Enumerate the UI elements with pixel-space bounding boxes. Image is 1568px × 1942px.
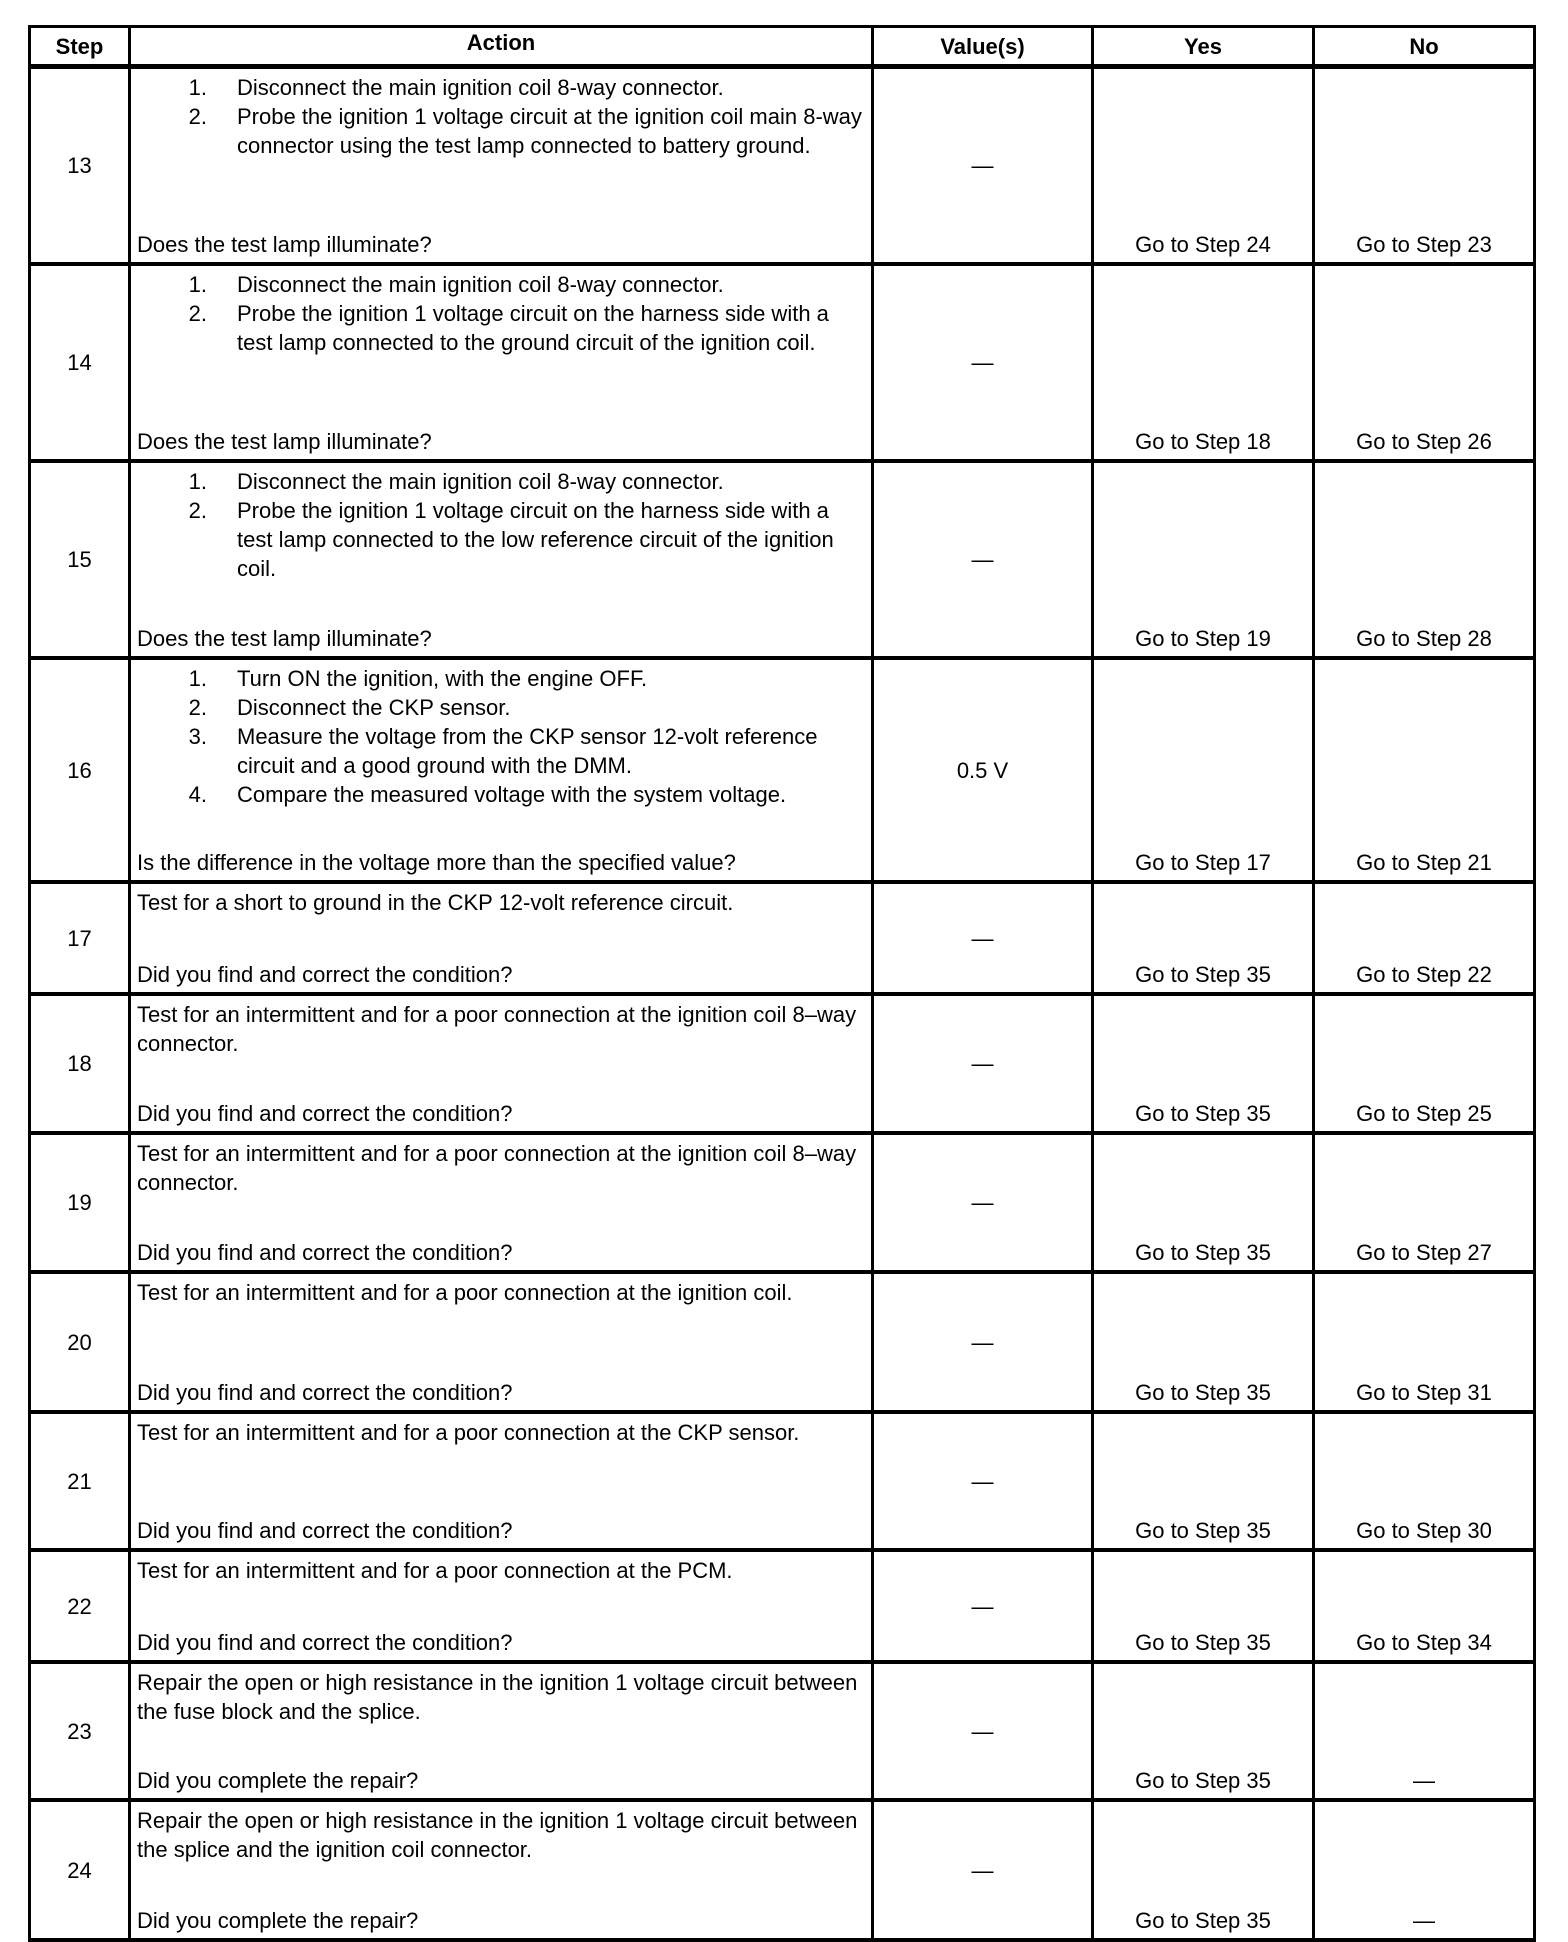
action-cell [130,1662,873,1800]
no-cell [1314,1272,1535,1412]
no-cell [1314,264,1535,461]
step-text: Disconnect the main ignition coil 8-way connector. [237,75,724,100]
no-cell [1314,1133,1535,1272]
no-cell [1314,882,1535,994]
action-question: Is the difference in the voltage more than the specified value? [137,850,736,875]
no-link: Go to Step 31 [1356,1380,1492,1405]
no-link: Go to Step 23 [1356,232,1492,257]
no-link: — [1413,1908,1435,1933]
no-link: Go to Step 21 [1356,850,1492,875]
no-link: Go to Step 25 [1356,1101,1492,1126]
step-text: Compare the measured voltage with the system voltage. [237,782,787,807]
action-cell [130,67,873,265]
action-text: Test for an intermittent and for a poor connection at the ignition coil. [137,1280,793,1305]
action-cell [130,882,873,994]
action-step [137,780,865,809]
step-number: 1. [188,469,207,494]
action-text: Test for an intermittent and for a poor connection at the ignition coil 8–way connector. [137,1002,857,1056]
table-row [30,1662,1535,1800]
header-action: Action [130,27,873,67]
step-number: 1. [188,272,207,297]
action-cell [130,994,873,1133]
value-cell: — [873,994,1093,1133]
yes-cell [1093,994,1314,1133]
action-text: Test for a short to ground in the CKP 12-volt reference circuit. [137,890,734,915]
step-cell: 17 [30,882,130,994]
action-text: Repair the open or high resistance in the ignition 1 voltage circuit between the fuse block and the splice. [137,1670,858,1724]
no-link: Go to Step 22 [1356,962,1492,987]
step-text: Turn ON the ignition, with the engine OFF. [237,666,648,691]
yes-cell [1093,67,1314,265]
yes-cell [1093,1412,1314,1550]
yes-link: Go to Step 35 [1135,1908,1271,1933]
yes-link: Go to Step 35 [1135,1240,1271,1265]
action-cell [130,264,873,461]
action-step [137,467,865,496]
step-cell: 16 [30,658,130,882]
no-cell [1314,1662,1535,1800]
yes-cell [1093,264,1314,461]
table-row [30,994,1535,1133]
action-cell [130,1550,873,1662]
action-steps [137,73,865,160]
step-cell: 23 [30,1662,130,1800]
action-steps [137,664,865,809]
value-cell: — [873,1412,1093,1550]
action-question: Did you complete the repair? [137,1768,419,1793]
action-cell [130,1800,873,1940]
action-steps [137,270,865,357]
action-cell [130,1272,873,1412]
action-text: Test for an intermittent and for a poor connection at the CKP sensor. [137,1420,800,1445]
action-steps [137,467,865,583]
yes-link: Go to Step 35 [1135,1630,1271,1655]
value-cell: 0.5 V [873,658,1093,882]
table-row [30,1133,1535,1272]
yes-link: Go to Step 17 [1135,850,1271,875]
table-row [30,1800,1535,1940]
yes-link: Go to Step 35 [1135,1768,1271,1793]
action-cell [130,658,873,882]
no-cell [1314,1412,1535,1550]
action-cell [130,1412,873,1550]
step-cell: 20 [30,1272,130,1412]
table-row [30,658,1535,882]
action-step [137,299,865,357]
step-text: Disconnect the main ignition coil 8-way connector. [237,469,724,494]
yes-cell [1093,461,1314,658]
yes-cell [1093,882,1314,994]
yes-link: Go to Step 35 [1135,962,1271,987]
header-step: Step [30,27,130,67]
action-question: Did you find and correct the condition? [137,1380,513,1405]
yes-link: Go to Step 19 [1135,626,1271,651]
table-row [30,264,1535,461]
no-cell [1314,461,1535,658]
step-cell: 13 [30,67,130,265]
value-cell: — [873,461,1093,658]
table-row [30,1550,1535,1662]
header-no: No [1314,27,1535,67]
header-yes: Yes [1093,27,1314,67]
table-row [30,1412,1535,1550]
value-cell: — [873,1550,1093,1662]
yes-cell [1093,1272,1314,1412]
step-number: 2. [188,498,207,523]
step-text: Disconnect the CKP sensor. [237,695,511,720]
no-cell [1314,1550,1535,1662]
header-row [30,27,1535,67]
table-row [30,461,1535,658]
action-cell [130,1133,873,1272]
action-question: Does the test lamp illuminate? [137,429,432,454]
yes-cell [1093,1662,1314,1800]
step-cell: 22 [30,1550,130,1662]
diagnostic-table [28,25,1536,1942]
step-cell: 14 [30,264,130,461]
value-cell: — [873,67,1093,265]
no-link: Go to Step 34 [1356,1630,1492,1655]
value-cell: — [873,264,1093,461]
yes-cell [1093,658,1314,882]
action-step [137,722,865,780]
value-cell: — [873,1272,1093,1412]
step-number: 1. [188,75,207,100]
step-number: 2. [188,695,207,720]
step-cell: 21 [30,1412,130,1550]
no-cell [1314,994,1535,1133]
action-step [137,270,865,299]
value-cell: — [873,1800,1093,1940]
table-row [30,67,1535,265]
action-step [137,693,865,722]
no-cell [1314,67,1535,265]
step-cell: 24 [30,1800,130,1940]
yes-link: Go to Step 18 [1135,429,1271,454]
table-row [30,1272,1535,1412]
value-cell: — [873,1133,1093,1272]
header-values: Value(s) [873,27,1093,67]
action-question: Did you find and correct the condition? [137,1630,513,1655]
step-number: 3. [188,724,207,749]
yes-cell [1093,1550,1314,1662]
no-link: — [1413,1768,1435,1793]
step-text: Disconnect the main ignition coil 8-way connector. [237,272,724,297]
yes-link: Go to Step 24 [1135,232,1271,257]
action-question: Does the test lamp illuminate? [137,626,432,651]
no-link: Go to Step 27 [1356,1240,1492,1265]
action-question: Did you find and correct the condition? [137,1101,513,1126]
step-text: Probe the ignition 1 voltage circuit at the ignition coil main 8-way connector using the test lamp connected to battery ground. [237,104,862,158]
yes-cell [1093,1133,1314,1272]
step-number: 2. [188,104,207,129]
table-row [30,882,1535,994]
value-cell: — [873,1662,1093,1800]
action-step [137,496,865,583]
action-question: Did you find and correct the condition? [137,1240,513,1265]
step-number: 2. [188,301,207,326]
step-text: Measure the voltage from the CKP sensor 12-volt reference circuit and a good ground with the DMM. [237,724,818,778]
yes-link: Go to Step 35 [1135,1518,1271,1543]
action-question: Does the test lamp illuminate? [137,232,432,257]
action-step [137,73,865,102]
step-number: 4. [188,782,207,807]
no-link: Go to Step 28 [1356,626,1492,651]
action-text: Test for an intermittent and for a poor connection at the ignition coil 8–way connector. [137,1141,857,1195]
action-question: Did you find and correct the condition? [137,1518,513,1543]
action-cell [130,461,873,658]
no-link: Go to Step 30 [1356,1518,1492,1543]
step-cell: 18 [30,994,130,1133]
no-cell [1314,1800,1535,1940]
step-cell: 19 [30,1133,130,1272]
yes-link: Go to Step 35 [1135,1380,1271,1405]
no-cell [1314,658,1535,882]
yes-cell [1093,1800,1314,1940]
step-cell: 15 [30,461,130,658]
step-text: Probe the ignition 1 voltage circuit on the harness side with a test lamp connected to the low reference circuit of the ignition coil. [237,498,834,581]
action-text: Repair the open or high resistance in the ignition 1 voltage circuit between the splice and the ignition coil connector. [137,1808,858,1862]
action-step [137,102,865,160]
action-question: Did you complete the repair? [137,1908,419,1933]
step-number: 1. [188,666,207,691]
action-question: Did you find and correct the condition? [137,962,513,987]
value-cell: — [873,882,1093,994]
yes-link: Go to Step 35 [1135,1101,1271,1126]
step-text: Probe the ignition 1 voltage circuit on the harness side with a test lamp connected to the ground circuit of the ignition coil. [237,301,829,355]
no-link: Go to Step 26 [1356,429,1492,454]
action-text: Test for an intermittent and for a poor connection at the PCM. [137,1558,733,1583]
action-step [137,664,865,693]
